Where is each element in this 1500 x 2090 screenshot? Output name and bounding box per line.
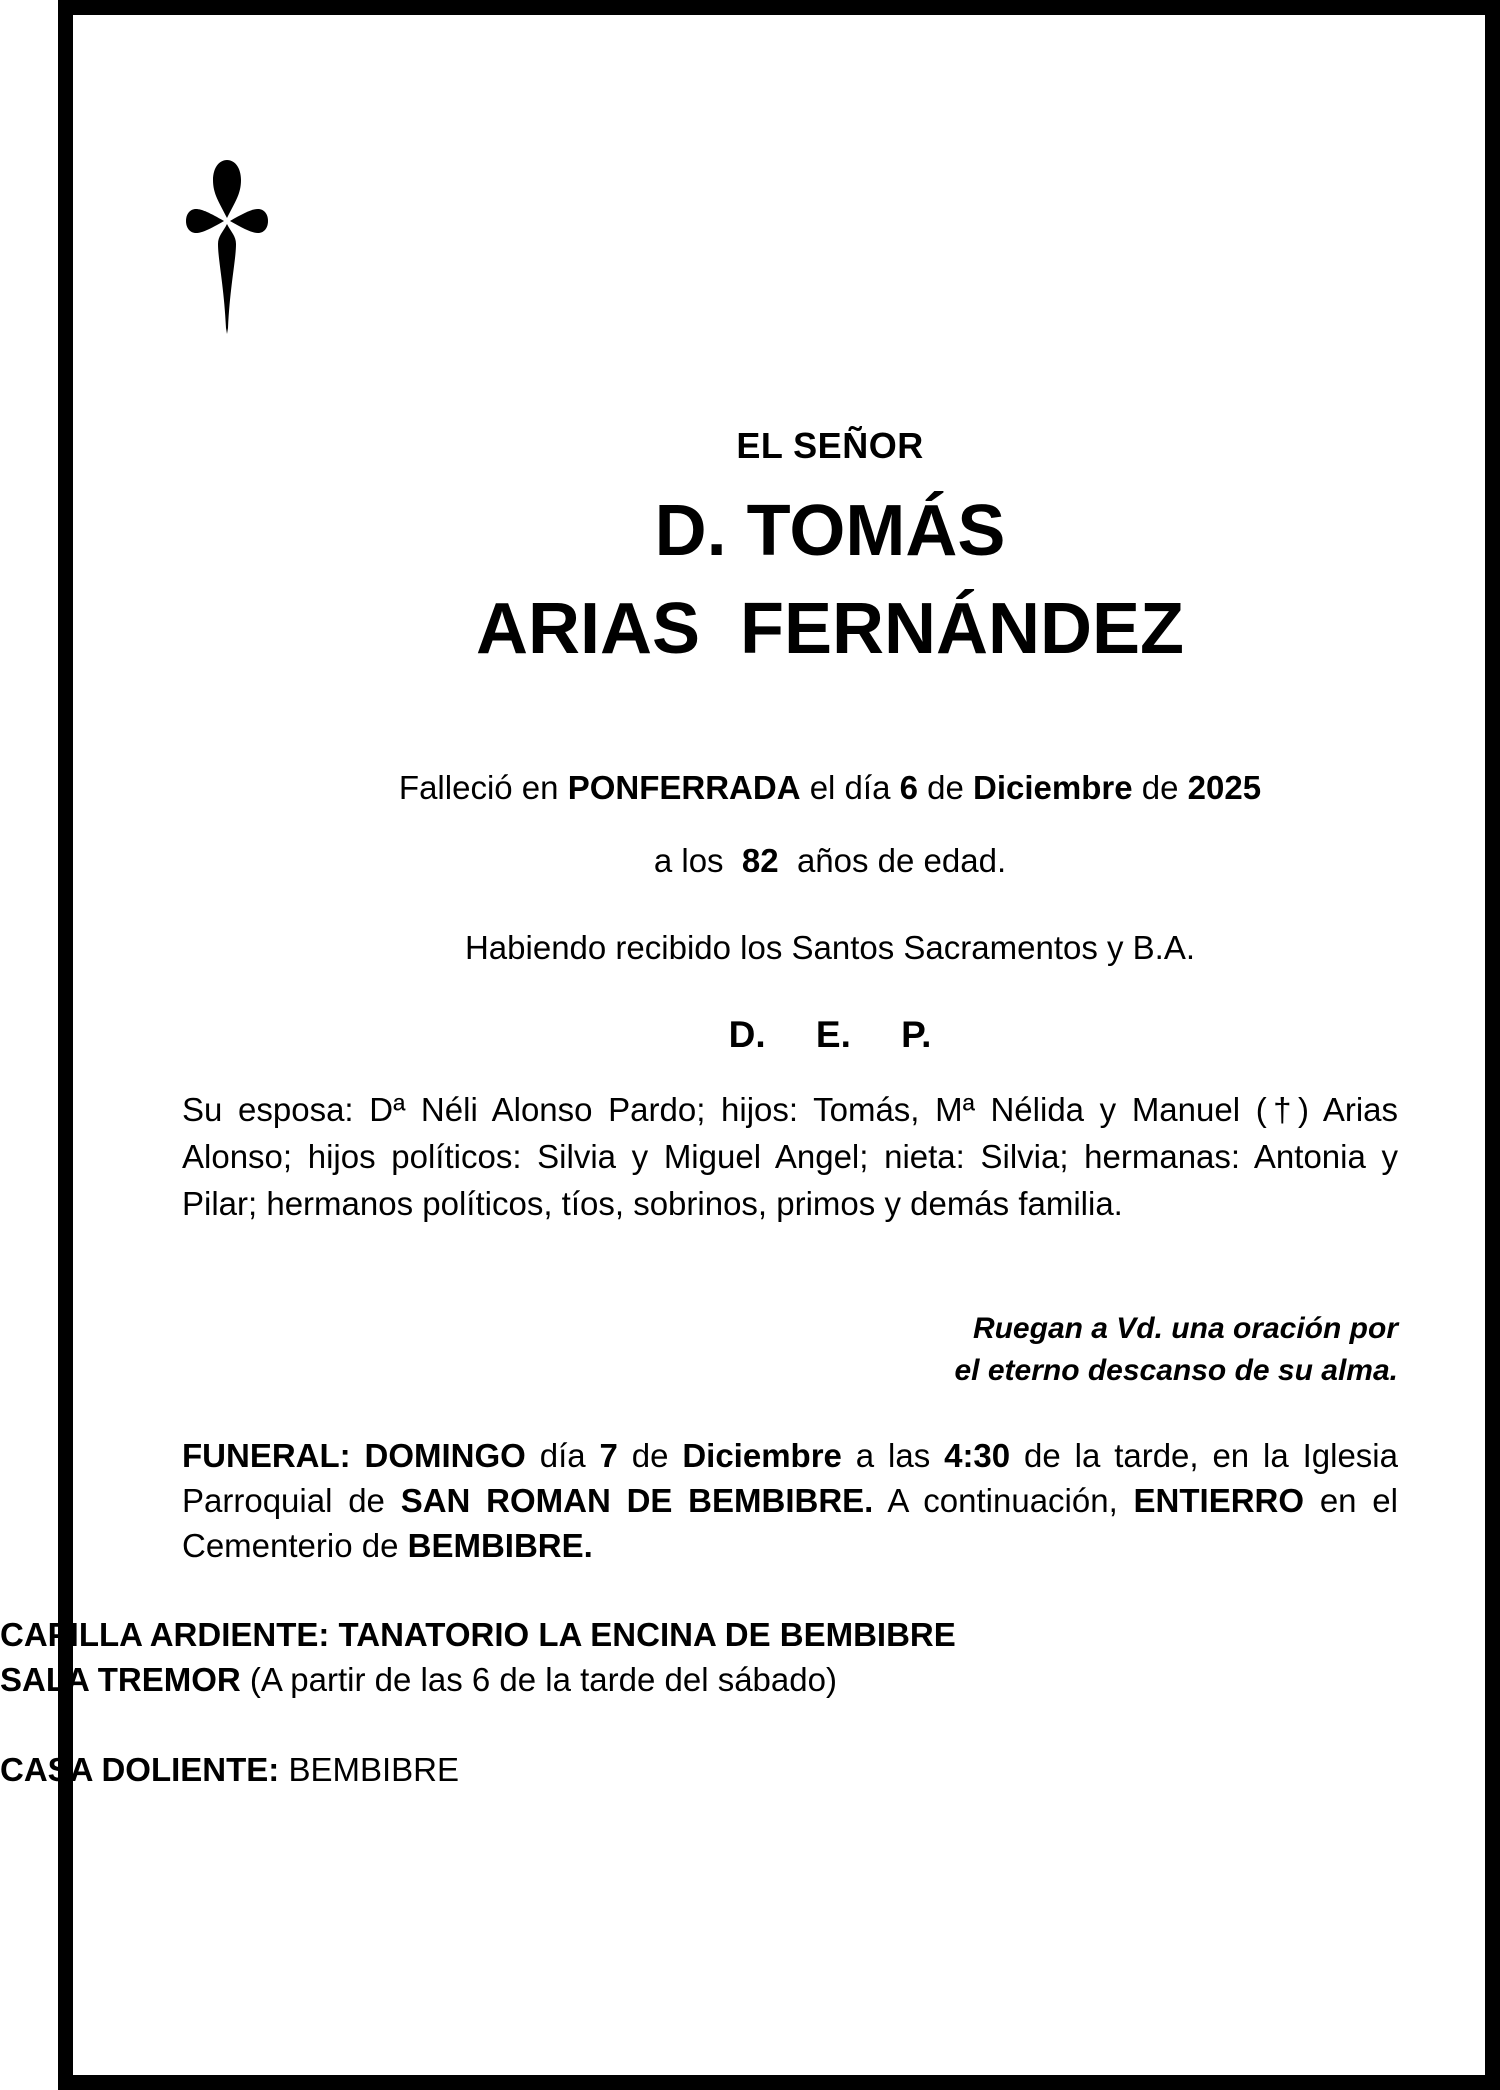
deceased-name-line2: ARIAS FERNÁNDEZ (475, 589, 1184, 669)
funeral-paragraph: FUNERAL: DOMINGO día 7 de Diciembre a las 4:30 de la tarde, en la Iglesia Parroquial de SAN ROMAN DE BEMBIBRE. A continuación, ENTIERRO en el Cementerio de BEMBIBRE. (182, 1437, 1398, 1564)
deceased-name-line1: D. TOMÁS (654, 491, 1006, 571)
prayer-request (698, 1308, 1398, 1392)
wake-room-line: SALA TREMOR (A partir de las 6 de la tarde del sábado) (0, 1661, 837, 1698)
wake-chapel-block (0, 1612, 1280, 1702)
death-info-line: Falleció en PONFERRADA el día 6 de Diciembre de 2025 (398, 769, 1262, 806)
mourning-house-line: CASA DOLIENTE: BEMBIBRE (0, 1751, 459, 1788)
sacraments-line: Habiendo recibido los Santos Sacramentos y B.A. (464, 929, 1196, 966)
age-line: a los 82 años de edad. (653, 842, 1007, 879)
prayer-line2: el eterno descanso de su alma. (954, 1354, 1398, 1387)
wake-chapel-line: CAPILLA ARDIENTE: TANATORIO LA ENCINA DE BEMBIBRE (0, 1616, 956, 1653)
family-paragraph: Su esposa: Dª Néli Alonso Pardo; hijos: Tomás, Mª Nélida y Manuel (†) Arias Alonso; hijos políticos: Silvia y Miguel Angel; nieta: Silvia; hermanas: Antonia y Pilar; hermanos políticos, tíos, sobrinos, primos y demás familia. (182, 1091, 1398, 1222)
prayer-line1: Ruegan a Vd. una oración por (972, 1312, 1398, 1345)
honorific-label: EL SEÑOR (736, 425, 924, 466)
dep-initials: D. E. P. (728, 1014, 932, 1055)
memorial-cross-icon (186, 156, 268, 336)
